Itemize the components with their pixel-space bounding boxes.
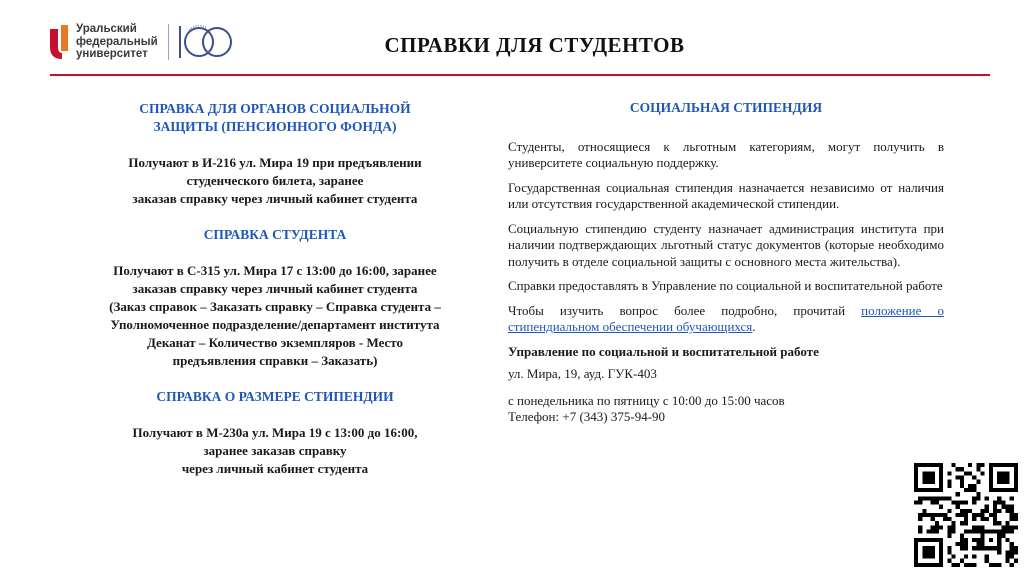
paragraph-eligibility: Студенты, относящиеся к льготным категориям, могут получить в университете социальную поддержку. [508,138,944,170]
section-heading-student-certificate: СПРАВКА СТУДЕНТА [203,227,347,242]
logo-wordmark: Уральский федеральный университет [76,23,158,61]
contact-title: Управление по социальной и воспитательной работе [508,343,819,359]
paragraph-state-stipend: Государственная социальная стипендия назначается независимо от наличия или отсутствия государственной академической стипендии. [508,179,944,211]
paragraph-more-info: Чтобы изучить вопрос более подробно, прочитай положение о стипендиальном обеспечении обучающихся. [508,302,944,334]
paragraph-assignment: Социальную стипендию студенту назначает администрация института при наличии подтверждающих льготный статус документов (которые необходимо получить в отделе социальной защиты с основного места жительства). [508,220,944,269]
section-text-social-protection: Получают в И-216 ул. Мира 19 при предъявлении студенческого билета, заранее заказав справку через личный кабинет студента [128,155,422,206]
section-text-student-certificate: Получают в С-315 ул. Мира 17 с 13:00 до 16:00, заранее заказав справку через личный кабинет студента (Заказ справок – Заказать справку – Справка студента – Уполномоченное подразделение/департамент института Деканат – Количество экземпляров - Место предъявления справки – Заказать) [109,263,441,368]
qr-code [914,463,1018,567]
contact-hours: с понедельника по пятницу с 10:00 до 15:00 часов [508,392,785,408]
section-heading-stipend-amount: СПРАВКА О РАЗМЕРЕ СТИПЕНДИИ [156,389,394,404]
title-divider [50,74,990,76]
regulation-link[interactable]: положение о стипендиальном обеспечении обучающихся [508,302,944,334]
contact-address: ул. Мира, 19, ауд. ГУК-403 [508,366,657,381]
paragraph-submit: Справки предоставлять в Управление по социальной и воспитательной работе [508,278,943,293]
left-column [50,100,500,478]
section-heading-social-protection: СПРАВКА ДЛЯ ОРГАНОВ СОЦИАЛЬНОЙ ЗАЩИТЫ (ПЕНСИОННОГО ФОНДА) [139,101,411,134]
contact-phone: Телефон: +7 (343) 375-94-90 [508,409,666,424]
section-text-stipend-amount: Получают в М-230а ул. Мира 19 с 13:00 до 16:00, заранее заказав справку через личный кабинет студента [132,425,418,476]
right-column [508,100,944,426]
social-stipend-heading: СОЦИАЛЬНАЯ СТИПЕНДИЯ [629,100,823,115]
page-title: СПРАВКИ ДЛЯ СТУДЕНТОВ [384,33,685,57]
